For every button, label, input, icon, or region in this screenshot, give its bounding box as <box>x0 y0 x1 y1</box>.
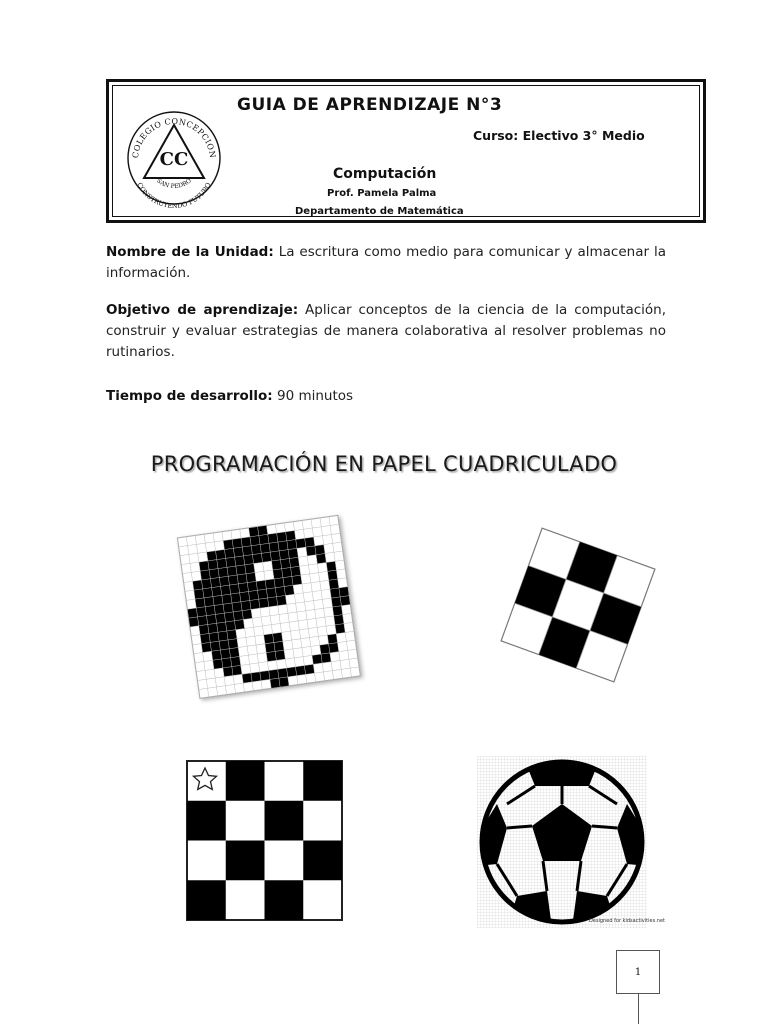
logo-bottom-text: CONSTRUYENDO FUTURO <box>135 181 213 208</box>
course-label: Curso: <box>473 128 519 143</box>
unit-value: La escritura como medio para comunicar y almacenar la información. <box>106 244 666 281</box>
department-name: Departamento de Matemática <box>295 206 464 217</box>
guide-title: GUIA DE APRENDIZAJE N°3 <box>237 95 503 115</box>
objective-paragraph <box>106 300 666 363</box>
professor-name: Prof. Pamela Palma <box>327 188 437 199</box>
yin-yang-grid-icon <box>168 508 368 708</box>
section-title: PROGRAMACIÓN EN PAPEL CUADRICULADO <box>150 452 618 476</box>
time-value: 90 minutos <box>277 388 354 404</box>
subject-name: Computación <box>333 166 437 182</box>
school-logo-icon <box>124 108 224 208</box>
checkerboard-star-grid-icon <box>186 760 343 921</box>
soccer-ball-grid-icon <box>477 756 665 928</box>
time-label: Tiempo de desarrollo: <box>106 388 273 404</box>
ball-watermark: Designed for kidsactivities.net <box>589 918 665 924</box>
objective-label: Objetivo de aprendizaje: <box>106 302 299 318</box>
svg-text:SAN PEDRO <box>155 177 193 190</box>
rotated-checker-grid-icon <box>488 510 668 700</box>
time-paragraph <box>106 386 666 407</box>
page-number: 1 <box>616 950 660 994</box>
unit-paragraph <box>106 242 666 284</box>
page-number-line <box>638 994 639 1024</box>
logo-monogram: CC <box>159 149 189 170</box>
course-line <box>473 128 645 143</box>
unit-label: Nombre de la Unidad: <box>106 244 274 260</box>
logo-top-text: COLEGIO CONCEPCION <box>130 116 218 159</box>
objective-value: Aplicar conceptos de la ciencia de la computación, construir y evaluar estrategias de manera colaborativa al resolver problemas no rutinarios. <box>106 302 667 360</box>
course-value: Electivo 3° Medio <box>522 128 645 143</box>
logo-middle-text: SAN PEDRO <box>155 177 193 191</box>
